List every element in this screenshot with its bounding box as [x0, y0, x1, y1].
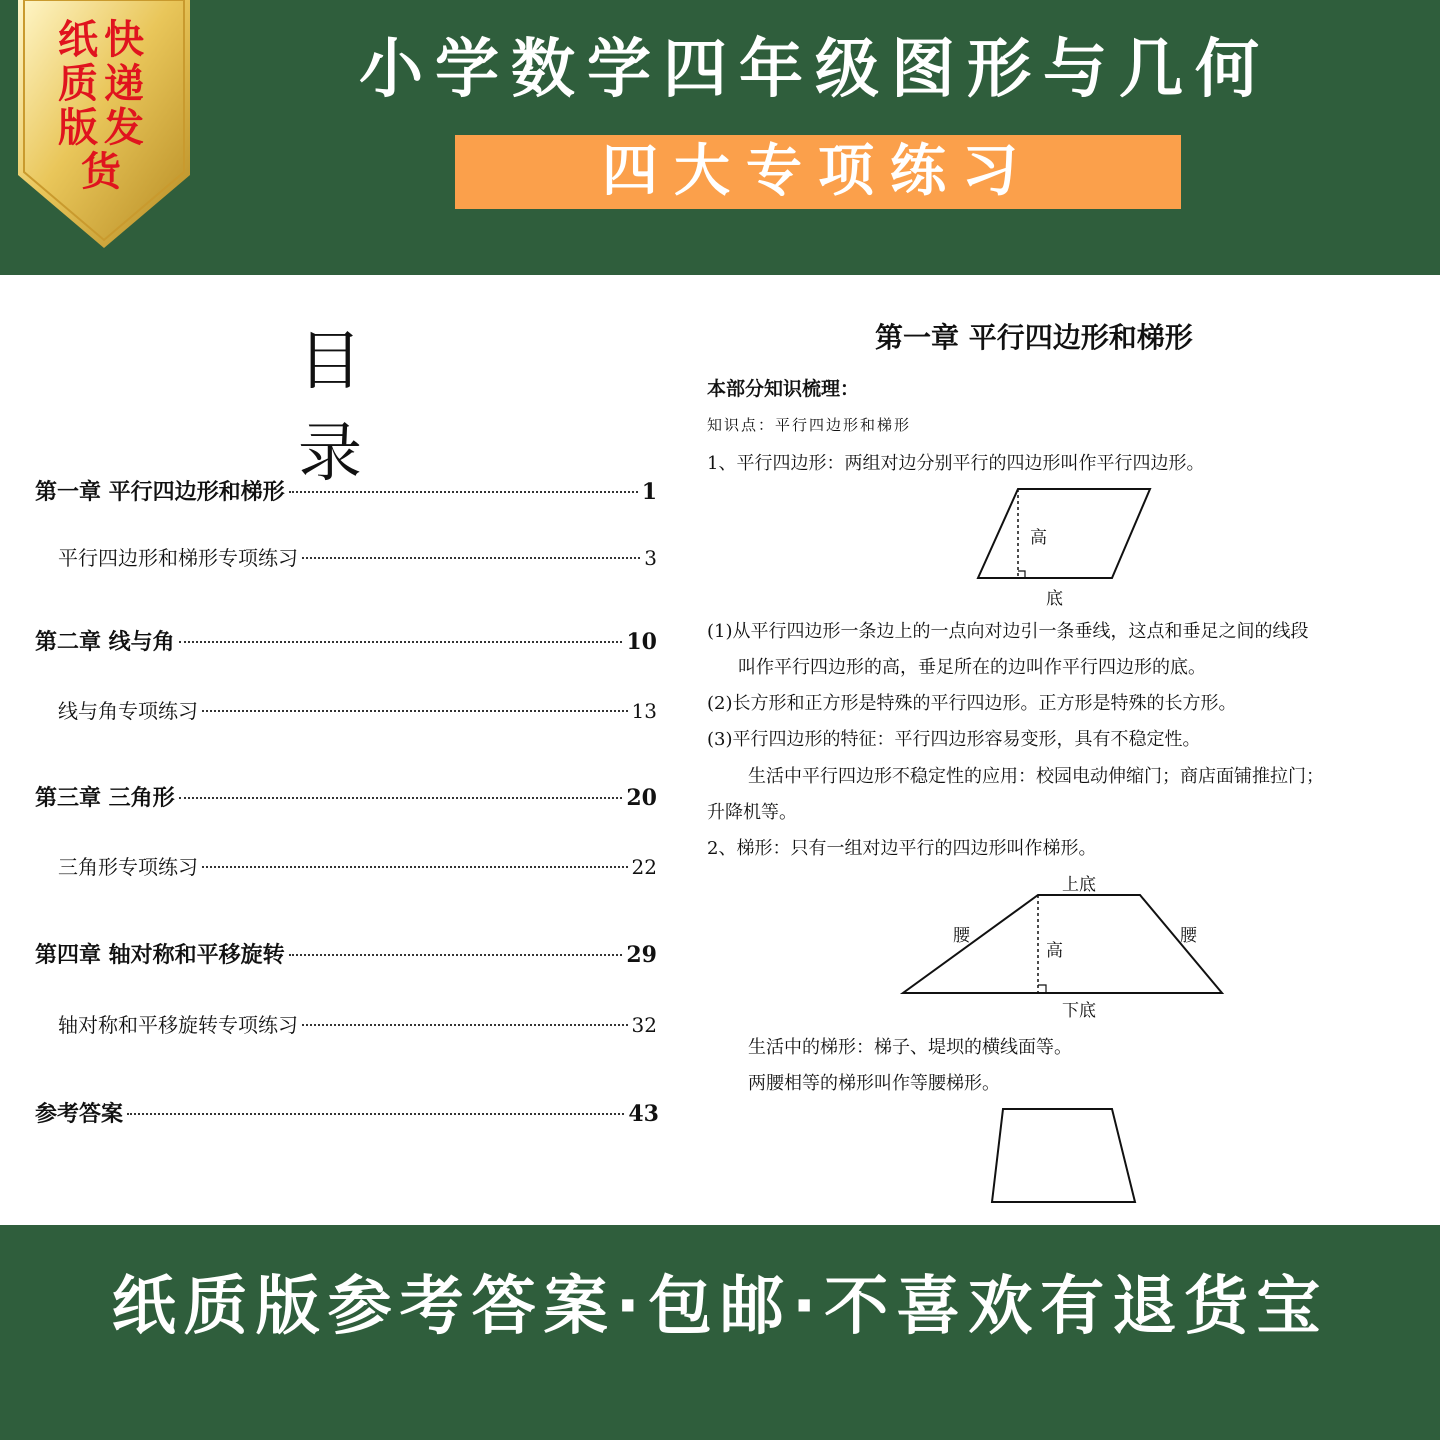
toc-entry-page: 20	[626, 785, 657, 811]
toc-entry-label: 第三章 三角形	[35, 785, 175, 811]
footer-slogan: 纸质版参考答案·包邮·不喜欢有退货宝	[111, 1270, 1329, 1344]
isosceles-trapezoid-figure	[985, 1100, 1145, 1210]
toc-entry	[58, 1009, 657, 1038]
toc-dots	[202, 866, 628, 868]
paragraph-6: 2、梯形：只有一组对边平行的四边形叫作梯形。	[707, 838, 1097, 859]
toc-entry	[58, 542, 657, 571]
toc-entry-label: 轴对称和平移旋转专项练习	[58, 1013, 298, 1037]
badge	[18, 0, 190, 248]
toc-entry-page: 3	[644, 546, 657, 570]
toc-entry-label: 第一章 平行四边形和梯形	[35, 479, 285, 505]
chapter-title: 第一章 平行四边形和梯形	[875, 321, 1193, 354]
paragraph-3: (2)长方形和正方形是特殊的平行四边形。正方形是特殊的长方形。	[707, 693, 1237, 714]
toc-dots	[289, 491, 638, 493]
paragraph-1: 1、平行四边形：两组对边分别平行的四边形叫作平行四边形。	[707, 453, 1205, 474]
parallelogram-figure	[960, 480, 1180, 610]
toc-dots	[179, 641, 623, 643]
toc-entry	[35, 781, 657, 812]
toc-entry-page: 29	[626, 942, 657, 968]
subtitle: 四大专项练习	[602, 139, 1034, 204]
toc-entry-label: 三角形专项练习	[58, 855, 198, 879]
toc-entry-page: 22	[631, 855, 657, 879]
toc-entry-page: 13	[631, 699, 657, 723]
toc-entry	[35, 475, 657, 506]
toc-entry-label: 线与角专项练习	[58, 699, 198, 723]
toc-dots	[127, 1113, 624, 1115]
toc-entry-page: 43	[628, 1101, 659, 1127]
toc-dots	[302, 1024, 628, 1026]
fig2-leg-right-label: 腰	[1180, 926, 1197, 946]
knowledge-point: 知识点：平行四边形和梯形	[707, 416, 912, 434]
toc-entry-label: 平行四边形和梯形专项练习	[58, 546, 298, 570]
paragraph-2b: 叫作平行四边形的高，垂足所在的边叫作平行四边形的底。	[738, 657, 1206, 678]
toc-dots	[179, 797, 623, 799]
toc-dots	[289, 954, 623, 956]
toc-dots	[302, 557, 640, 559]
badge-line-1: 纸快	[58, 17, 150, 63]
fig2-height-label: 高	[1046, 941, 1063, 961]
toc-entry-label: 第四章 轴对称和平移旋转	[35, 942, 285, 968]
toc-entry-label: 参考答案	[35, 1101, 124, 1127]
section-heading: 本部分知识梳理：	[707, 378, 860, 400]
paragraph-5a: 生活中平行四边形不稳定性的应用：校园电动伸缩门；商店面铺推拉门；	[748, 766, 1324, 787]
badge-line-2: 质递	[58, 61, 150, 107]
toc-entry-label: 第二章 线与角	[35, 629, 175, 655]
fig2-leg-left-label: 腰	[953, 926, 970, 946]
paragraph-2a: (1)从平行四边形一条边上的一点向对边引一条垂线，这点和垂足之间的线段	[707, 621, 1309, 642]
main-title: 小学数学四年级图形与几何	[359, 33, 1271, 107]
fig1-base-label: 底	[1046, 589, 1063, 609]
paragraph-7: 生活中的梯形：梯子、堤坝的横线面等。	[748, 1037, 1072, 1058]
badge-text	[18, 18, 190, 194]
toc-entry-page: 1	[641, 479, 657, 505]
toc-entry	[35, 1097, 659, 1128]
toc-title: 目 录	[298, 325, 382, 491]
paragraph-4: (3)平行四边形的特征：平行四边形容易变形，具有不稳定性。	[707, 729, 1201, 750]
toc-entry	[35, 938, 657, 969]
badge-line-4: 货	[81, 149, 127, 195]
badge-line-3: 版发	[58, 105, 150, 151]
toc-entry-page: 32	[631, 1013, 657, 1037]
fig1-height-label: 高	[1030, 528, 1047, 548]
paragraph-8: 两腰相等的梯形叫作等腰梯形。	[748, 1073, 1000, 1094]
fig2-top-label: 上底	[1062, 875, 1096, 895]
toc-entry-page: 10	[626, 629, 657, 655]
toc-entry	[35, 625, 657, 656]
toc-dots	[202, 710, 628, 712]
paragraph-5b: 升降机等。	[707, 802, 797, 823]
toc-entry	[58, 695, 657, 724]
fig2-bottom-label: 下底	[1062, 1001, 1096, 1021]
toc-entry	[58, 851, 657, 880]
